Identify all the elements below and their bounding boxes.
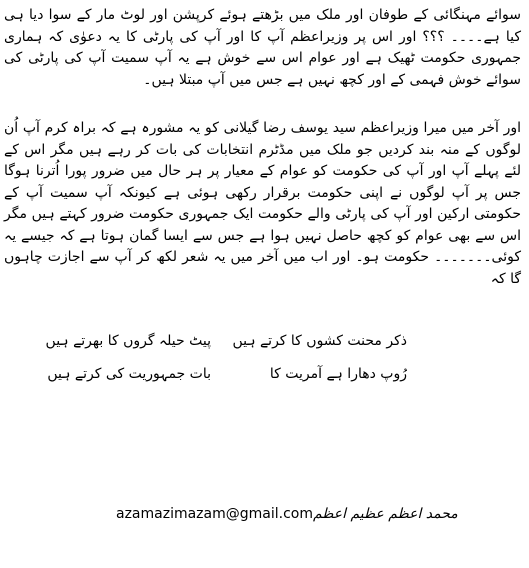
article-paragraph-2: اور آخر میں میرا وزیراعظم سید یوسف رضا گیلانی کو یہ مشورہ ہے کہ براہ کرم آپ اُن لوگوں کے منہ بند کردیں جو ملک میں مڈٹرم انتخابات کی بات کر رہے ہیں مگر اس کے لئے پہلے آپ اور آپ کی حکومت کو عوام کے معیار پر ہر حال میں ضرور پورا اُترنا ہوگا جس پر آپ لوگوں نے اپنی حکومت برقرار رکھی ہوئی ہے کیونکہ آپ سمیت آپ کے حکومتی ارکین اور آپ کی پارٹی والے حکومت ایک جمہوری حکومت ضرور کہتے ہیں مگر اس سے بھی عوام کو کچھ حاصل نہیں ہوا ہے جس سے ایسا گمان ہوتا ہے کہ جیسے یہ کوئی۔۔۔۔۔۔۔ حکومت ہو۔ اور اب میں آخر میں یہ شعر لکھ کر آپ سے اجازت چاہوں گا کہ [4,120,521,287]
poem-line-2-right: رُوپ دھارا ہے آمریت کا [269,366,407,382]
author-signature [116,506,458,522]
poem-line-1-right: ذکر محنت کشوں کا کرتے ہیں [232,333,407,349]
article-paragraph-1: سوائے مہنگائی کے طوفان اور ملک میں بڑھتے ہوئے کرپشن اور لوٹ مار کے سوا دیا ہی کیا ہے۔۔۔۔ ؟؟؟ اور اس پر وزیراعظم آپ کا اور آپ کی پارٹی کا یہ دعوٰی کہ ہماری جمہوری حکومت ٹھیک ہے اور عوام اس سے خوش ہے یہ آپ سمیت آپ کی پارٹی کی سوائے خوش فہمی کے اور کچھ نہیں ہے جس میں آپ مبتلا ہیں۔ [4,7,521,88]
poem-line-2-left: بات جمہوریت کی کرتے ہیں [47,366,211,382]
author-name: محمد اعظم عظیم اعظم [312,506,458,522]
author-email: azamazimazam@gmail.com [116,506,313,522]
poem-line-1-left: پیٹ حیلہ گروں کا بھرتے ہیں [45,333,211,349]
